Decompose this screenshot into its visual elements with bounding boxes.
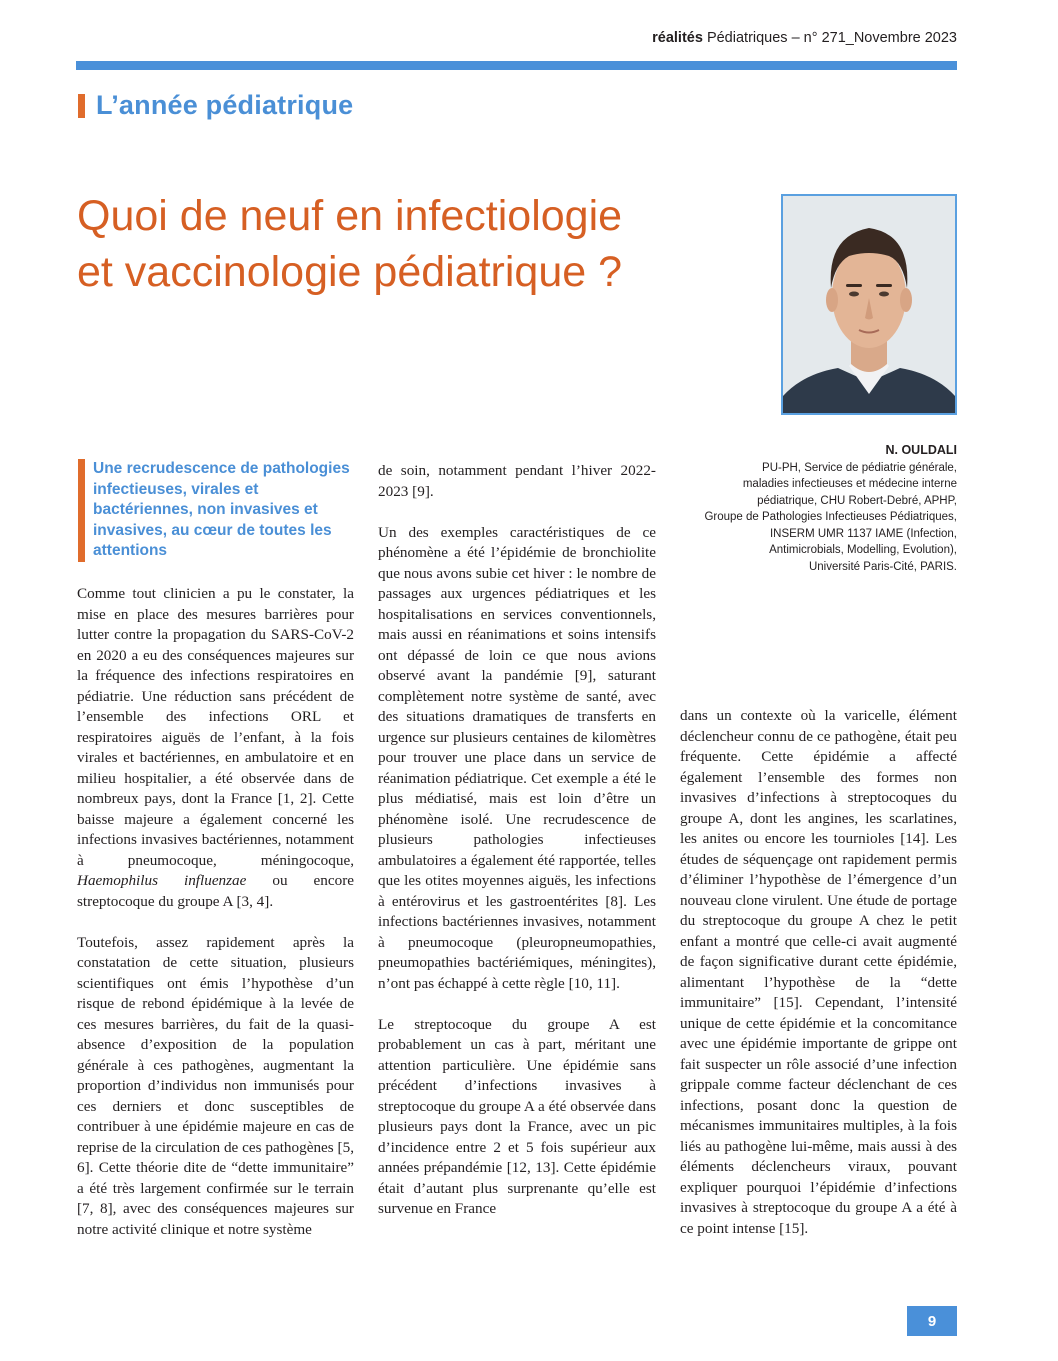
author-affiliation-line: Groupe de Pathologies Infectieuses Pédiatriques,: [704, 511, 957, 523]
paragraph: dans un contexte où la varicelle, élément déclencheur connu de ce pathogène, était peu fréquente. Cette épidémie a affecté également l’ensemble des formes non invasives d’infections à streptocoques du groupe A, dont les angines, les scarlatines, les anites ou encore les tournioles [14]. Les études de séquençage ont rapidement permis d’éliminer l’hypothèse de l’émergence d’un nouveau clone virulent. Une étude de portage du streptocoque du groupe A chez le petit enfant a montré que celle-ci avait augmenté de façon significative durant cette épidémie, alimentant l’hypothèse de la “dette immunitaire” [15]. Cependant, l’intensité unique de cette épidémie et la concomitance avec une épidémie importante de grippe ont fait suspecter un rôle associé d’une infection grippale comme facteur déclenchant de ces infections, posant donc la question de mécanismes immunitaires multiples, à la fois liés au pathogène lui-même, mais aussi à des éléments déclencheurs viraux, pouvant expliquer pourquoi l’épidémie d’infections invasives à streptocoque du groupe A a été à ce point intense [15].: [680, 707, 957, 1237]
paragraph-text: ou encore streptocoque du groupe A [3, 4].: [77, 872, 355, 910]
author-portrait-image: [783, 196, 955, 413]
paragraph: Toutefois, assez rapidement après la constatation de cette situation, plusieurs scientifiques ont émis l’hypothèse d’un risque de rebond épidémique à la levée de ces mesures barrières, du fait de la quasi-absence d’exposition de la population générale à ces pathogènes, augmentant la proportion d’individus non immunisés pour ces derniers et donc susceptibles de contribuer à une épidémie majeure en cas de reprise de la circulation de ces pathogènes [5, 6]. Cette théorie dite de “dette immunitaire” a été très largement confirmée sur le terrain [7, 8], avec des conséquences majeures sur notre activité clinique et notre système: [77, 933, 354, 1238]
header-rule: [76, 61, 957, 70]
title-line-1: Quoi de neuf en infectiologie: [77, 192, 623, 240]
body-column-1: [77, 584, 354, 1240]
page-number: 9: [907, 1306, 957, 1336]
title-line-2: et vaccinologie pédiatrique ?: [77, 248, 623, 296]
intro-callout: [78, 459, 358, 562]
body-column-2: [378, 461, 656, 1220]
author-affiliation-line: pédiatrique, CHU Robert-Debré, APHP,: [757, 494, 957, 507]
author-affiliation-line: PU-PH, Service de pédiatrie générale,: [762, 461, 957, 474]
italic-term: Haemophilus influenzae: [77, 872, 247, 889]
author-name: N. OULDALI: [885, 443, 957, 457]
author-affiliation-line: Université Paris-Cité, PARIS.: [808, 560, 957, 573]
section-heading: [78, 90, 353, 121]
section-marker: [78, 94, 85, 118]
author-affiliation-line: INSERM UMR 1137 IAME (Infection,: [769, 527, 957, 540]
section-label: L’année pédiatrique: [96, 90, 354, 120]
author-affiliation-line: maladies infectieuses et médecine interne: [742, 478, 957, 490]
paragraph: Le streptocoque du groupe A est probablement un cas à part, méritant une attention particulière. Une épidémie sans précédent d’infections invasives à streptocoque du groupe A a été observée dans plusieurs pays dont la France, avec un pic d’incidence entre 2 et 5 fois supérieur aux années prépandémie [12, 13]. Cette épidémie était d’autant plus surprenante qu’elle est survenue en France: [378, 1015, 656, 1217]
intro-marker: [78, 459, 85, 562]
journal-header: [652, 30, 957, 46]
journal-brand: réalités: [652, 30, 703, 46]
body-column-3: [680, 706, 957, 1239]
author-affiliation-line: Antimicrobials, Modelling, Evolution),: [769, 544, 957, 556]
paragraph-text: Comme tout clinicien a pu le constater, la mise en place des mesures barrières pour lutter contre la propagation du SARS-CoV-2 en 2020 a eu des conséquences majeures sur la fréquence des infections respiratoires en pédiatrie. Une réduction sans précédent de l’ensemble des infections ORL et respiratoires aiguës de l’enfant, à la fois virales et bactériennes, en ambulatoire et en milieu hospitalier, a été observée dans de nombreux pays, dont la France [1, 2]. Cette baisse majeure a également concerné les infections invasives bactériennes, notamment à pneumocoque, méningocoque,: [77, 585, 354, 869]
intro-text: Une recrudescence de pathologies infectieuses, virales et bactériennes, non invasives et invasives, au cœur de toutes les attentions: [93, 460, 350, 559]
author-photo: [781, 194, 957, 415]
journal-issue: Pédiatriques – n° 271_Novembre 2023: [702, 30, 957, 46]
author-block: [657, 442, 957, 575]
paragraph: [77, 584, 354, 912]
article-title: [77, 188, 757, 300]
paragraph: de soin, notamment pendant l’hiver 2022-2023 [9].: [378, 462, 656, 500]
paragraph: Un des exemples caractéristiques de ce phénomène a été l’épidémie de bronchiolite que nous avons subie cet hiver : le nombre de passages aux urgences pédiatriques et les hospitalisations en services conventionnels, mais aussi en réanimations et soins intensifs ont dépassé de loin ce que nous avions observé avant la pandémie [9], saturant complètement notre système de santé, avec des situations dramatiques de transferts en urgence sur plusieurs centaines de kilomètres pour trouver une place dans un service de réanimation pédiatrique. Cet exemple a été le plus médiatisé, mais est loin d’être un phénomène isolé. Une recrudescence de plusieurs pathologies infectieuses ambulatoires a également été rapportée, telles que les otites moyennes aiguës, les infections à entérovirus et les gastroentérites [8]. Les infections bactériennes invasives, notamment à pneumocoque (pleuropneumopathies, pneumopathies bactériémiques, méningites), n’ont pas échappé à cette règle [10, 11].: [378, 523, 656, 992]
